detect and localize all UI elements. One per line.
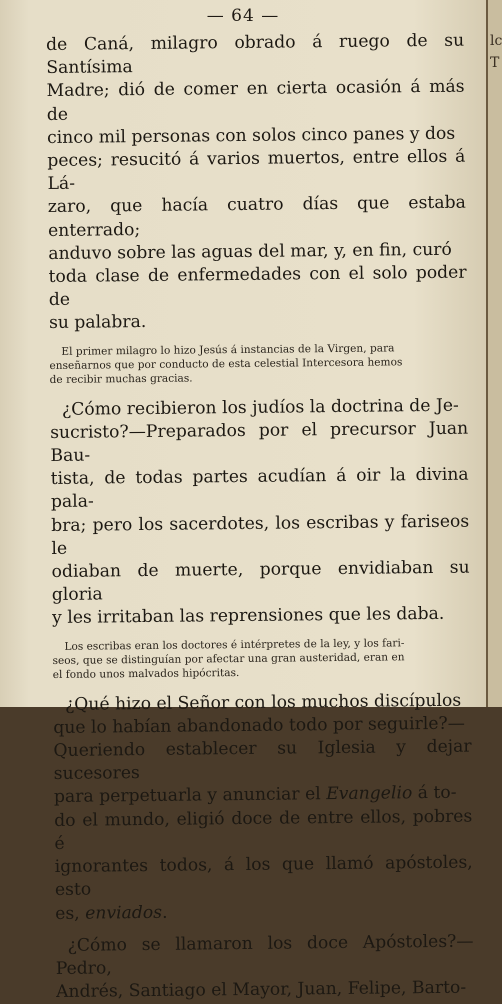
text-line: de Caná, milagro obrado á ruego de su Santísima — [46, 30, 465, 79]
text-line: cinco mil personas con solos cinco panes y dos — [46, 123, 456, 148]
adjacent-page-fragment: T — [490, 55, 500, 71]
text-segment: á to- — [412, 783, 457, 804]
note-line: El primer milagro lo hizo Jesús á instancias de la Virgen, para — [61, 342, 395, 358]
paragraph-question-disciples — [53, 689, 473, 925]
text-segment: es, — [55, 903, 80, 924]
page-body — [46, 30, 474, 1004]
note-line: de recibir muchas gracias. — [49, 372, 193, 386]
text-segment: . — [161, 902, 168, 923]
note-line: enseñarnos que por conducto de esta celestial Intercesora hemos — [49, 355, 403, 372]
adjacent-page-fragment: lc — [490, 33, 502, 49]
text-line: do el mundo, eligió doce de entre ellos, pobres é — [54, 806, 473, 854]
paragraph-miracles — [46, 30, 467, 336]
text-line: su palabra. — [48, 312, 147, 334]
text-line: peces; resucitó á varios muertos, entre ellos á Lá- — [47, 146, 466, 195]
text-line: odiaban de muerte, porque envidiaban su gloria — [51, 557, 470, 606]
text-line: Queriendo establecer su Iglesia y dejar sucesores — [53, 736, 472, 785]
text-line: ¿Cómo recibieron los judíos la doctrina de Je- — [61, 395, 459, 420]
paragraph-question-apostles — [55, 930, 474, 1004]
text-line: ¿Qué hizo el Señor con los muchos discípulos — [64, 690, 462, 715]
text-line: tista, de todas partes acudían á oir la divina pala- — [50, 464, 469, 513]
footnote-scribes — [52, 635, 470, 681]
text-line: zaro, que hacía cuatro días que estaba enterrado; — [47, 193, 466, 241]
text-line: toda clase de enfermedades con el solo poder de — [48, 262, 467, 311]
text-line: ignorantes todos, á los que llamó apóstoles, esto — [54, 852, 473, 901]
footnote-first-miracle — [49, 340, 467, 386]
text-line: anduvo sobre las aguas del mar, y, en fin, curó — [48, 239, 452, 264]
page-number: — 64 — — [206, 6, 280, 26]
text-line: sucristo?—Preparados por el precursor Juan Bau- — [50, 418, 469, 467]
paragraph-question-jews — [50, 394, 470, 630]
text-segment: para perpetuarla y anunciar el — [53, 784, 321, 808]
italic-word: Evangelio — [326, 783, 413, 805]
italic-word: enviados — [85, 902, 163, 924]
text-line: ¿Cómo se llamaron los doce Apóstoles?—Pedro, — [55, 931, 474, 979]
adjacent-page-edge — [486, 0, 502, 707]
note-line: seos, que se distinguían por afectar una gran austeridad, eran en — [52, 650, 405, 667]
text-line: Andrés, Santiago el Mayor, Juan, Felipe, Barto- — [55, 977, 467, 1003]
note-line: el fondo unos malvados hipócritas. — [52, 666, 240, 681]
text-line: bra; pero los sacerdotes, los escribas y fariseos le — [51, 511, 470, 559]
text-line: Madre; dió de comer en cierta ocasión á más de — [46, 77, 465, 125]
text-line: que lo habían abandonado todo por seguirle?— — [53, 713, 465, 738]
text-line: y les irritaban las reprensiones que les daba. — [52, 604, 445, 629]
note-line: Los escribas eran los doctores é intérpretes de la ley, y los fari- — [64, 636, 405, 653]
